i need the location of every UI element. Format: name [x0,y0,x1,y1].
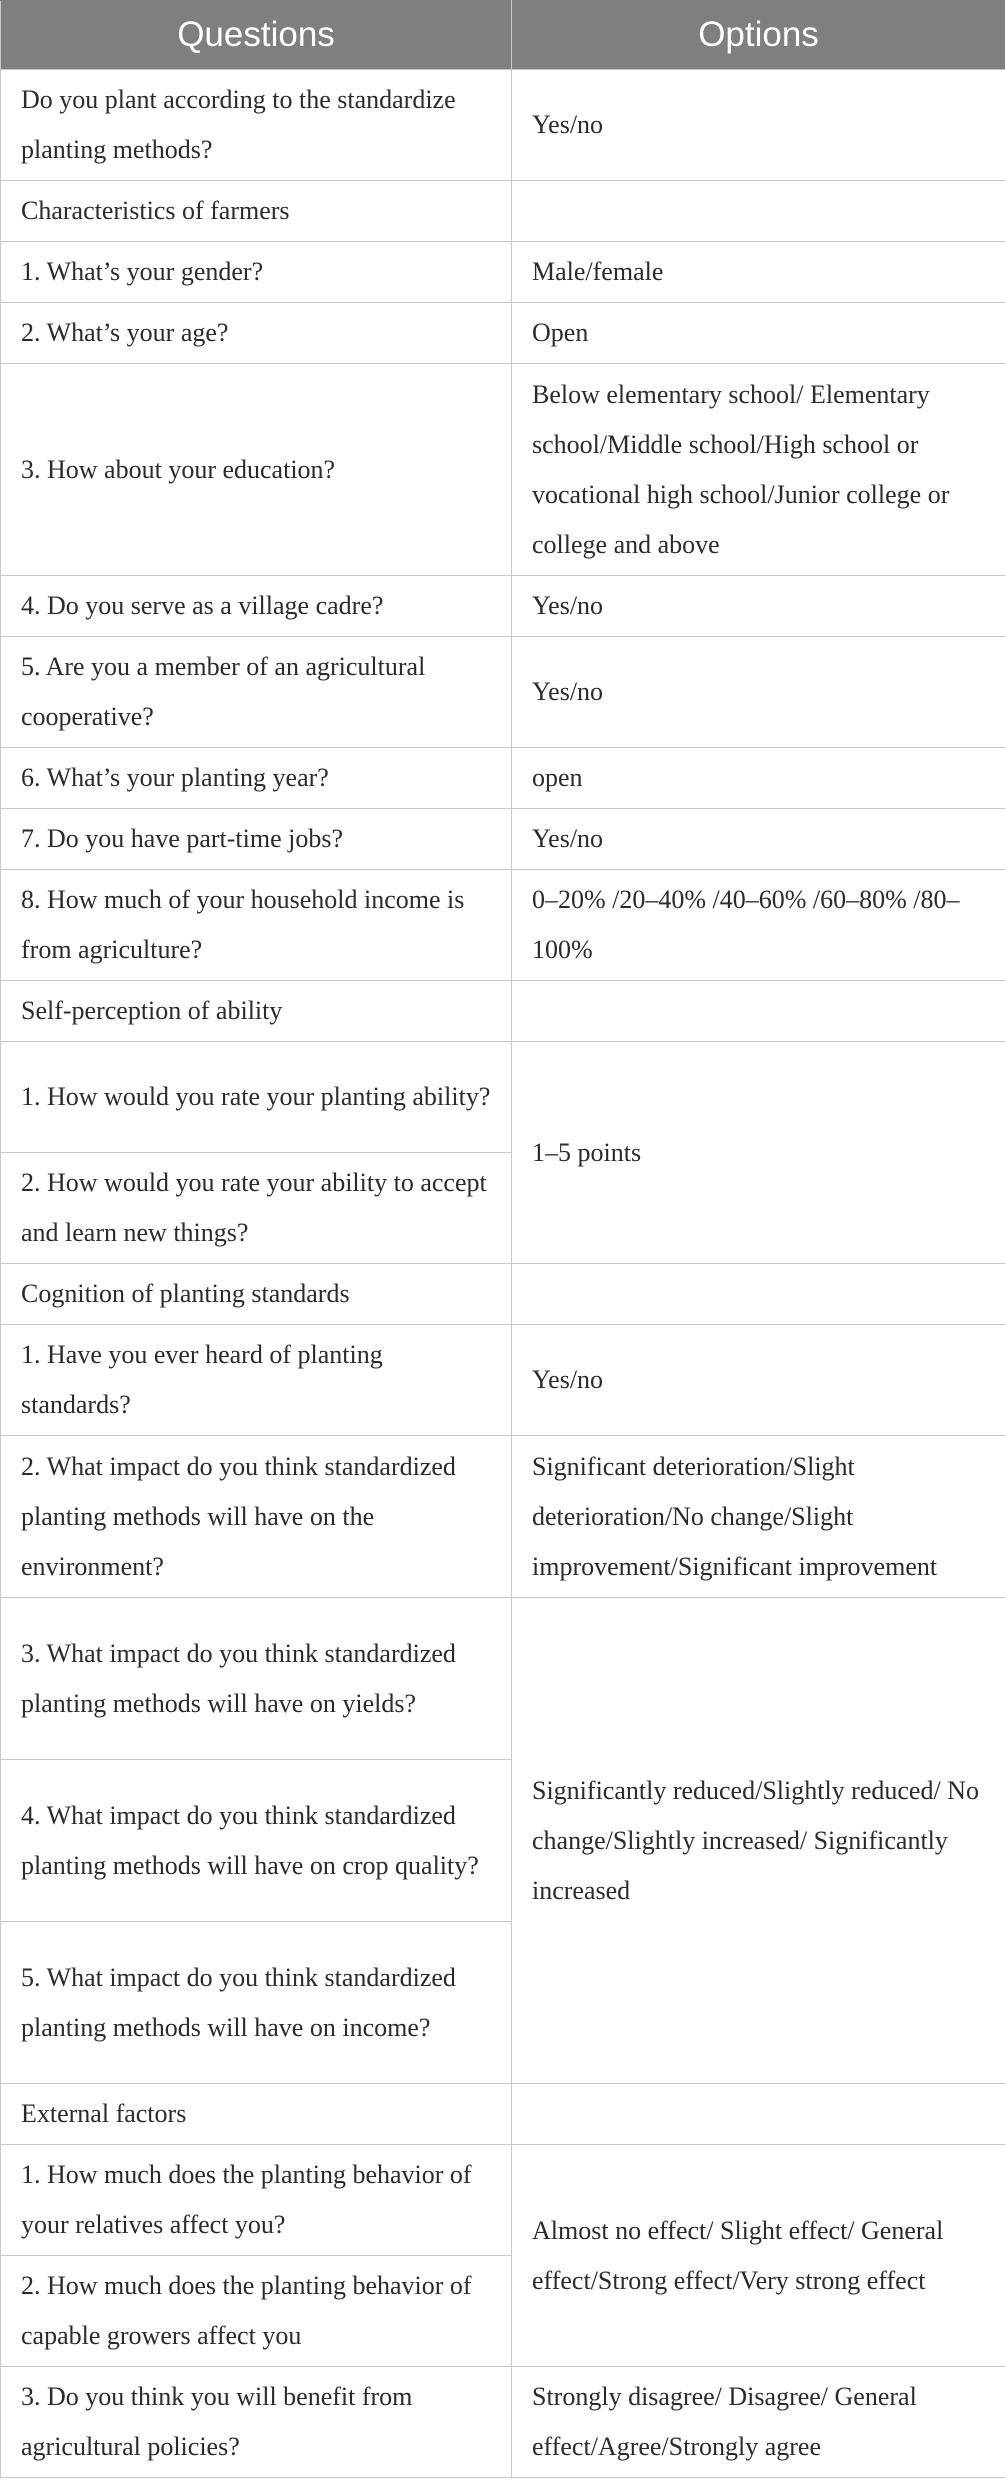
option-cell: Yes/no [512,637,1005,748]
option-cell: Almost no effect/ Slight effect/ General effect/Strong effect/Very strong effect [512,2145,1005,2367]
option-cell: Yes/no [512,576,1005,637]
table-row [1,2145,1005,2256]
table-row [1,809,1005,870]
question-cell: 1. How would you rate your planting ability? [1,1042,512,1153]
header-row [1,1,1005,70]
question-cell: 3. What impact do you think standardized planting methods will have on yields? [1,1598,512,1760]
option-cell: Yes/no [512,70,1005,181]
table-row [1,748,1005,809]
option-cell [512,1264,1005,1325]
question-cell: 5. Are you a member of an agricultural cooperative? [1,637,512,748]
question-cell: 1. How much does the planting behavior of your relatives affect you? [1,2145,512,2256]
question-cell: Do you plant according to the standardize planting methods? [1,70,512,181]
question-cell: 4. What impact do you think standardized planting methods will have on crop quality? [1,1760,512,1922]
section-heading: Characteristics of farmers [1,181,512,242]
options-header: Options [512,1,1005,70]
option-cell [512,181,1005,242]
table-row [1,1325,1005,1436]
table-row [1,576,1005,637]
option-cell: open [512,748,1005,809]
table-row [1,637,1005,748]
question-cell: 7. Do you have part-time jobs? [1,809,512,870]
option-cell [512,2084,1005,2145]
table-row [1,364,1005,576]
table-row [1,242,1005,303]
option-cell: Male/female [512,242,1005,303]
question-cell: 1. What’s your gender? [1,242,512,303]
question-cell: 8. How much of your household income is from agriculture? [1,870,512,981]
table-row [1,1042,1005,1153]
question-cell: 2. How much does the planting behavior of capable growers affect you [1,2256,512,2367]
section-row [1,981,1005,1042]
question-cell: 3. Do you think you will benefit from agricultural policies? [1,2367,512,2478]
question-cell: 5. What impact do you think standardized planting methods will have on income? [1,1922,512,2084]
question-cell: 2. How would you rate your ability to accept and learn new things? [1,1153,512,1264]
section-row [1,181,1005,242]
table-row [1,2367,1005,2478]
section-heading: Cognition of planting standards [1,1264,512,1325]
option-cell: Below elementary school/ Elementary school/Middle school/High school or vocational high school/Junior college or college and above [512,364,1005,576]
table-row [1,303,1005,364]
table-row [1,1436,1005,1598]
question-cell: 1. Have you ever heard of planting standards? [1,1325,512,1436]
section-row [1,2084,1005,2145]
option-cell: Yes/no [512,809,1005,870]
section-heading: External factors [1,2084,512,2145]
question-cell: 4. Do you serve as a village cadre? [1,576,512,637]
option-cell: Strongly disagree/ Disagree/ General effect/Agree/Strongly agree [512,2367,1005,2478]
option-cell: Significantly reduced/Slightly reduced/ No change/Slightly increased/ Significantly increased [512,1598,1005,2084]
option-cell: 1–5 points [512,1042,1005,1264]
option-cell [512,981,1005,1042]
questions-header: Questions [1,1,512,70]
table-row [1,870,1005,981]
question-cell: 2. What impact do you think standardized planting methods will have on the environment? [1,1436,512,1598]
option-cell: Yes/no [512,1325,1005,1436]
section-row [1,1264,1005,1325]
option-cell: Open [512,303,1005,364]
table-row [1,70,1005,181]
option-cell: 0–20% /20–40% /40–60% /60–80% /80–100% [512,870,1005,981]
question-cell: 6. What’s your planting year? [1,748,512,809]
question-cell: 3. How about your education? [1,364,512,576]
table-row [1,1598,1005,1760]
option-cell: Significant deterioration/Slight deterioration/No change/Slight improvement/Significant improvement [512,1436,1005,1598]
section-heading: Self-perception of ability [1,981,512,1042]
question-cell: 2. What’s your age? [1,303,512,364]
